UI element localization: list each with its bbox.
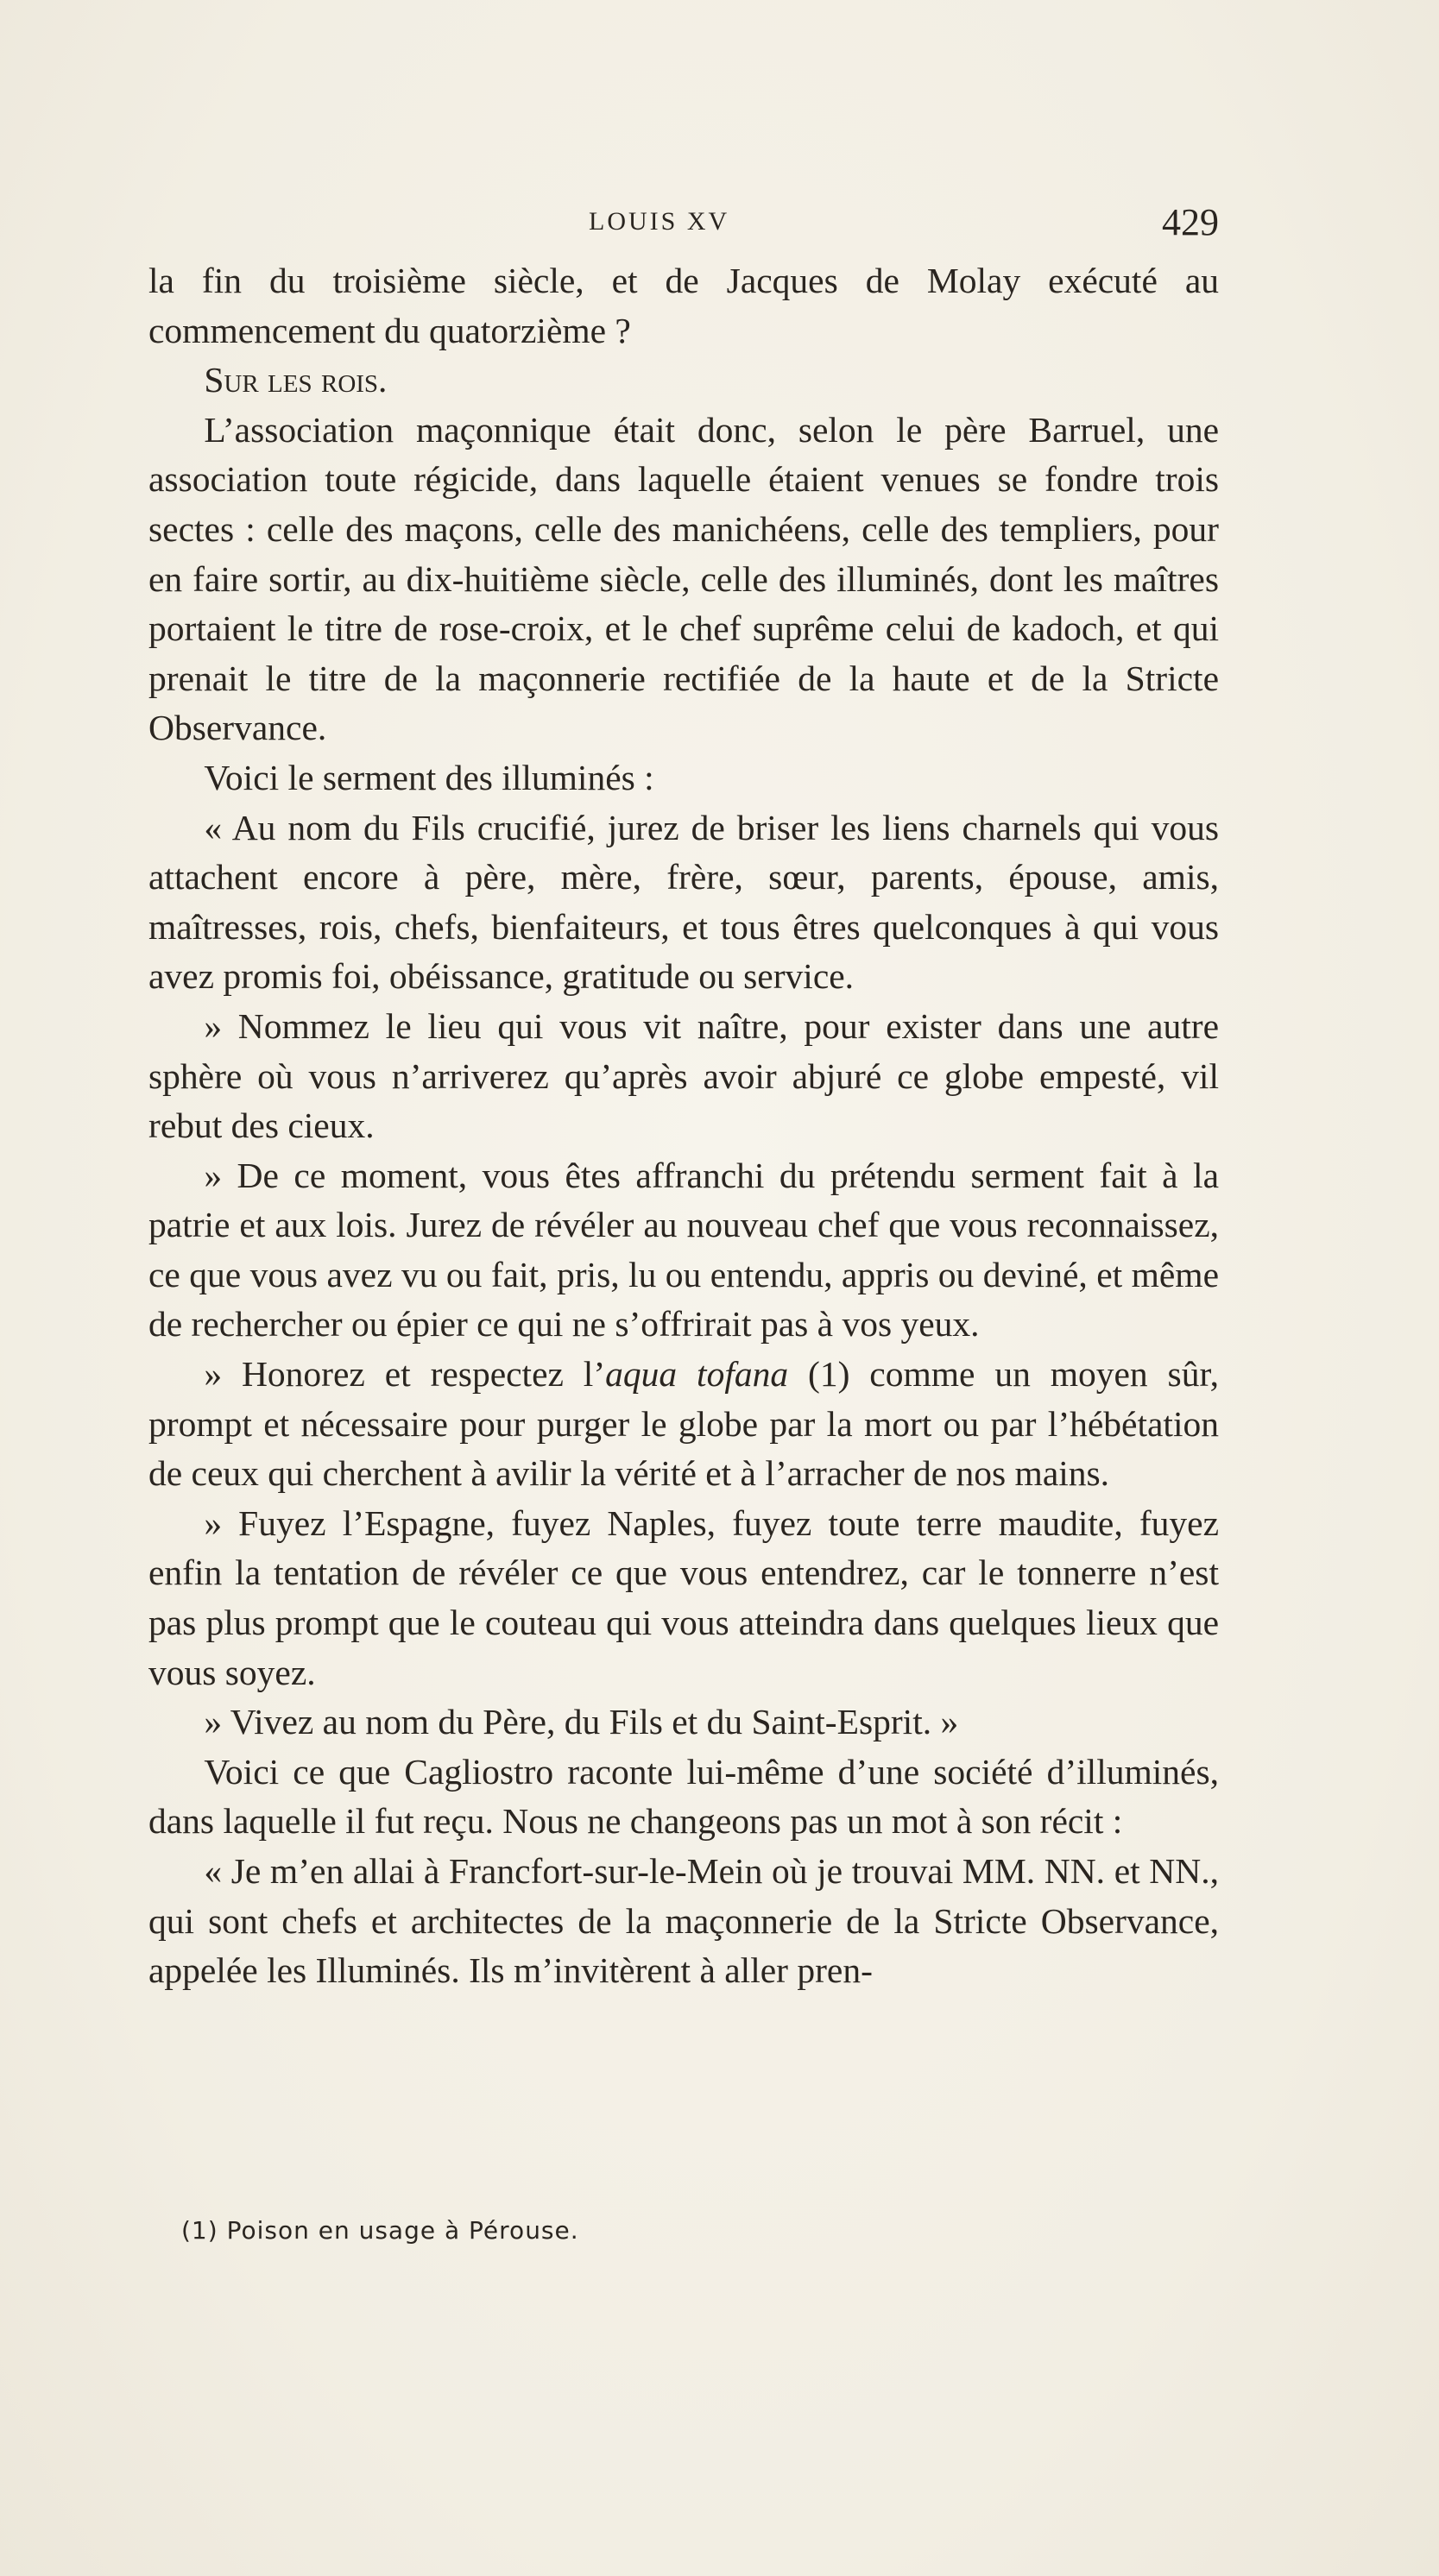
aqua-tofana-italic: aqua tofana bbox=[605, 1354, 789, 1395]
paragraph-oath-4 bbox=[148, 1350, 1219, 1499]
page-number: 429 bbox=[1162, 201, 1219, 243]
paragraph-oath-6: » Vivez au nom du Père, du Fils et du Saint-Esprit. » bbox=[204, 1702, 959, 1742]
paragraph-continuation: la fin du troisième siècle, et de Jacques de Molay exécuté au commencement du quatorzième ? bbox=[148, 261, 1219, 350]
paragraph-cagliostro-quote: « Je m’en allai à Francfort-sur-le-Mein où je trouvai MM. NN. et NN., qui sont chefs et architectes de la maçonnerie de la Stricte Observance, appelée les Illuminés. Ils m’invitèrent à aller pren- bbox=[148, 1851, 1219, 1991]
footnote: (1) Poison en usage à Pérouse. bbox=[181, 2216, 579, 2245]
paragraph-barruel: L’association maçonnique était donc, selon le père Barruel, une association toute régicide, dans laquelle étaient venues se fondre trois sectes : celle des maçons, celle des manichéens, celle des templiers, pour en faire sortir, au dix-huitième siècle, celle des illuminés, dont les maîtres portaient le titre de rose-croix, et le chef suprême celui de kadoch, et qui prenait le titre de la maçonnerie rectifiée de la haute et de la Stricte Observance. bbox=[148, 409, 1219, 748]
paragraph-oath-1: « Au nom du Fils crucifié, jurez de briser les liens charnels qui vous attachent encore à père, mère, frère, sœur, parents, épouse, amis, maîtresses, rois, chefs, bienfaiteurs, et tous êtres quelconques à qui vous avez promis foi, obéissance, gratitude ou service. bbox=[148, 807, 1219, 997]
paragraph-oath-5: » Fuyez l’Espagne, fuyez Naples, fuyez toute terre maudite, fuyez enfin la tentation de révéler ce que vous entendrez, car le tonnerre n’est pas plus prompt que le couteau qui vous atteindra dans quelques lieux que vous soyez. bbox=[148, 1502, 1219, 1692]
paragraph-oath-intro: Voici le serment des illuminés : bbox=[204, 757, 654, 797]
paragraph-oath-3: » De ce moment, vous êtes affranchi du prétendu serment fait à la patrie et aux lois. Jurez de révéler au nouveau chef que vous reconnaissez, ce que vous avez vu ou fait, pris, lu ou entendu, appris ou deviné, et même de rechercher ou épier ce qui ne s’offrirait pas à vos yeux. bbox=[148, 1155, 1219, 1345]
page-header bbox=[148, 200, 1219, 252]
body-text bbox=[148, 256, 1219, 1996]
oath-4-rest: (1) comme un moyen sûr, prompt et nécessaire pour purger le globe par la mort ou par l’hébétation de ceux qui cherchent à avilir la vérité et à l’arracher de nos mains. bbox=[148, 1354, 1219, 1494]
paragraph-cagliostro-intro: Voici ce que Cagliostro raconte lui-même d’une société d’illuminés, dans laquelle il fut reçu. Nous ne changeons pas un mot à son récit : bbox=[148, 1751, 1219, 1842]
oath-4-start: » Honorez et respectez l’ bbox=[204, 1354, 606, 1395]
section-heading: Sur les rois. bbox=[204, 360, 388, 400]
running-title: LOUIS XV bbox=[589, 207, 730, 236]
paragraph-oath-2: » Nommez le lieu qui vous vit naître, pour exister dans une autre sphère où vous n’arriverez qu’après avoir abjuré ce globe empesté, vil rebut des cieux. bbox=[148, 1005, 1219, 1146]
